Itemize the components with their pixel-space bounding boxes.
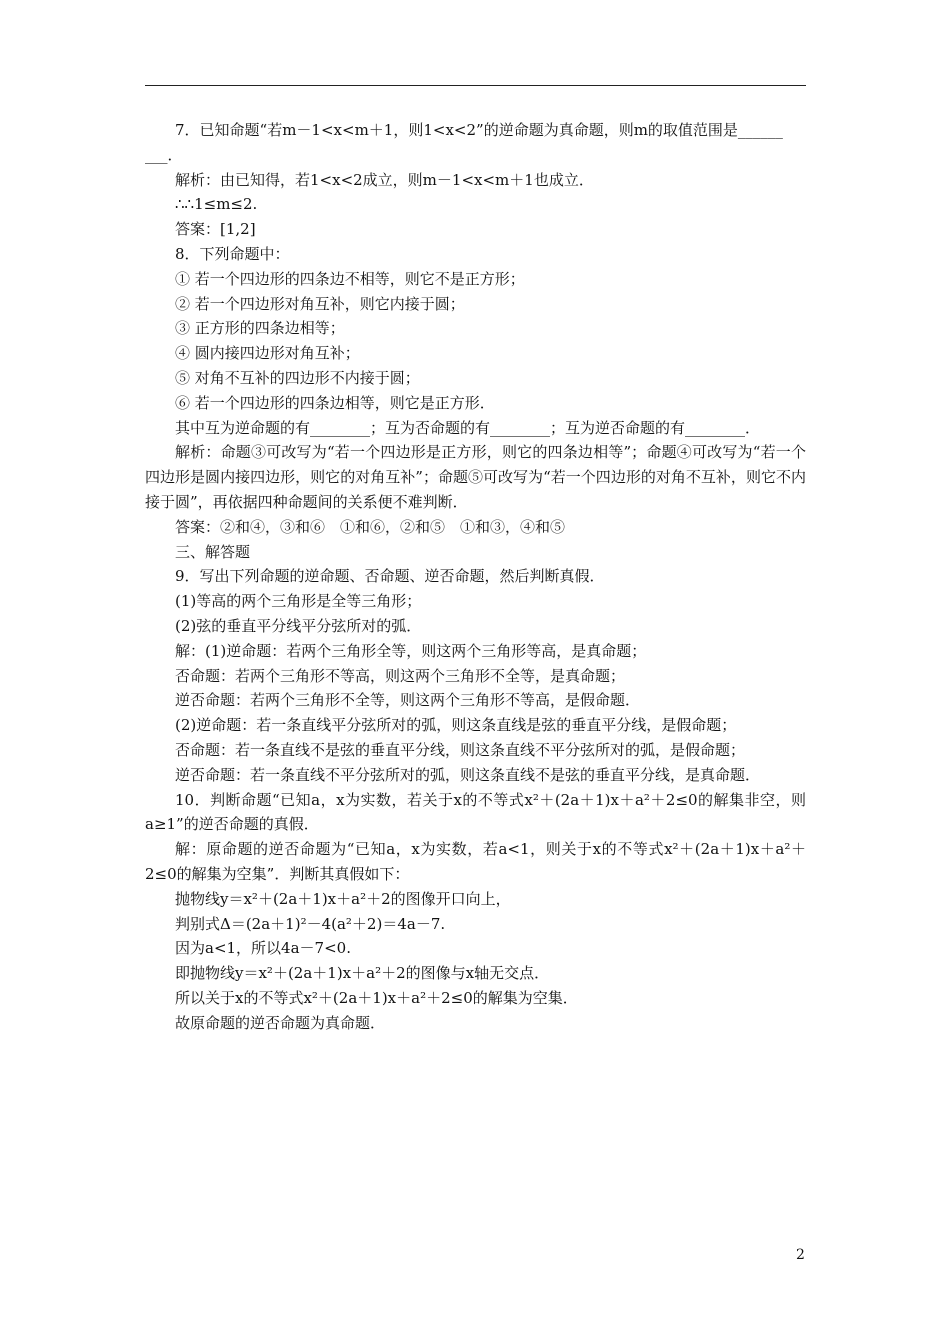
text-line-a10-2: 判别式Δ＝(2a＋1)²－4(a²＋2)＝4a－7. [175, 914, 446, 933]
text-line-q8-4: ④ 圆内接四边形对角互补； [175, 344, 360, 363]
page-number: 2 [796, 1247, 805, 1263]
text-line-q9: 9．写出下列命题的逆命题、否命题、逆否命题，然后判断真假． [175, 567, 605, 586]
document-body [145, 118, 806, 1035]
text-line-a9-2c: 逆否命题：若一条直线不平分弦所对的弧，则这条直线不是弦的垂直平分线，是真命题． [175, 765, 761, 784]
text-line-q8-1: ① 若一个四边形的四条边不相等，则它不是正方形； [175, 269, 525, 288]
text-line-q8-5: ⑤ 对角不互补的四边形不内接于圆； [175, 368, 420, 387]
text-line-a8-analysis: 解析：命题③可改写为“若一个四边形是正方形，则它的四条边相等”；命题④可改写为“若一个四边形是圆内接四边形，则它的对角互补”；命题⑤可改写为“若一个四边形的对角不互补，则它不内接于圆”，再依据四种命题间的关系便不难判断． [145, 443, 806, 511]
text-line-q9-1: (1)等高的两个三角形是全等三角形； [175, 592, 422, 611]
text-line-a8-answer: 答案：②和④，③和⑥ ①和⑥，②和⑤ ①和③，④和⑤ [175, 517, 566, 536]
text-line-q8-2: ② 若一个四边形对角互补，则它内接于圆； [175, 294, 465, 313]
text-line-a10-4: 即抛物线y＝x²＋(2a＋1)x＋a²＋2的图像与x轴无交点． [175, 964, 550, 983]
text-line-q7: 7．已知命题“若m－1<x<m＋1，则1<x<2”的逆命题为真命题，则m的取值范围是______ [175, 121, 783, 139]
text-line-a9-1b: 否命题：若两个三角形不等高，则这两个三角形不全等，是真命题； [175, 666, 626, 685]
text-line-q10: 10．判断命题“已知a，x为实数，若关于x的不等式x²＋(2a＋1)x＋a²＋2≤0的解集非空，则a≥1”的逆否命题的真假． [145, 790, 806, 834]
text-line-a10-3: 因为a<1，所以4a－7<0. [175, 939, 351, 958]
text-line-a10-1: 抛物线y＝x²＋(2a＋1)x＋a²＋2的图像开口向上， [175, 889, 511, 908]
text-line-a10-intro: 解：原命题的逆否命题为“已知a，x为实数，若a<1，则关于x的不等式x²＋(2a＋1)x＋a²＋2≤0的解集为空集”．判断其真假如下： [145, 840, 806, 883]
text-line-a9-1c: 逆否命题：若两个三角形不全等，则这两个三角形不等高，是假命题． [175, 691, 641, 710]
text-line-a7-step: ∴∴1≤m≤2. [175, 195, 258, 214]
text-line-a10-5: 所以关于x的不等式x²＋(2a＋1)x＋a²＋2≤0的解集为空集． [175, 988, 578, 1007]
text-line-a9-2a: (2)逆命题：若一条直线平分弦所对的弧，则这条直线是弦的垂直平分线，是假命题； [175, 716, 737, 735]
text-line-q7-cont: ___． [145, 145, 183, 164]
text-line-q9-2: (2)弦的垂直平分线平分弦所对的弧． [175, 616, 422, 635]
text-line-q8: 8．下列命题中： [175, 244, 290, 263]
text-line-a9-2b: 否命题：若一条直线不是弦的垂直平分线，则这条直线不平分弦所对的弧，是假命题； [175, 740, 746, 759]
text-line-q8-6: ⑥ 若一个四边形的四条边相等，则它是正方形． [175, 393, 495, 412]
text-line-a9-1a: 解：(1)逆命题：若两个三角形全等，则这两个三角形等高，是真命题； [175, 641, 647, 660]
text-line-q8-3: ③ 正方形的四条边相等； [175, 319, 345, 338]
text-line-a7-analysis: 解析：由已知得，若1<x<2成立，则m－1<x<m＋1也成立． [175, 170, 594, 189]
text-line-a7-answer: 答案：[1,2] [175, 220, 256, 239]
text-line-sec3: 三、解答题 [175, 542, 251, 561]
header-rule [145, 85, 806, 86]
text-line-q8-ask: 其中互为逆命题的有________；互为否命题的有________；互为逆否命题的有________． [175, 418, 761, 437]
text-line-a10-6: 故原命题的逆否命题为真命题． [175, 1013, 386, 1032]
